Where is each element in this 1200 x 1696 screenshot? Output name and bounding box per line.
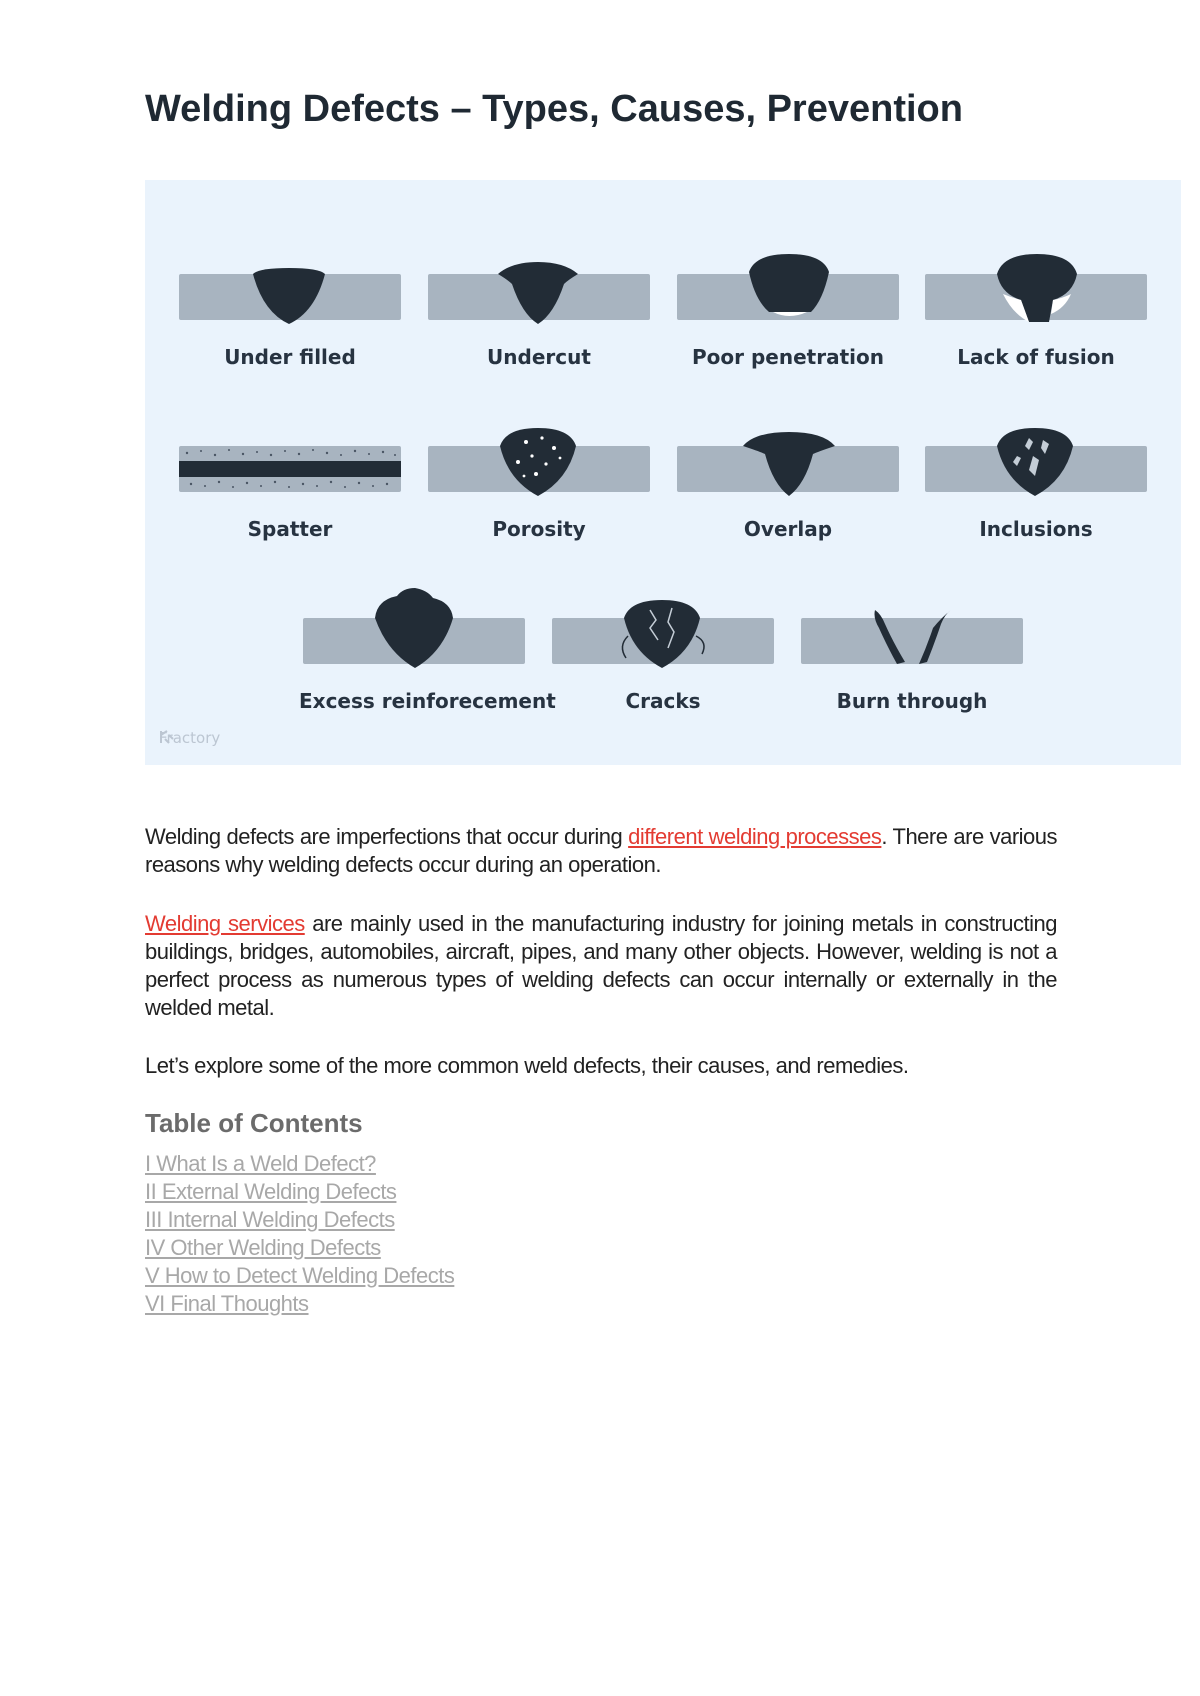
cracks-diagram [552, 600, 774, 668]
toc-link[interactable]: II External Welding Defects [145, 1179, 397, 1204]
different-welding-processes-link[interactable]: different welding processes [628, 824, 882, 849]
services-text: are mainly used in the manufacturing industry for joining metals in constructing buildings, bridges, automobiles, aircraft, pipes, and many other objects. However, welding is not a perfect process as numerous types of welding defects can occur internally or externally in the welded metal. [145, 911, 1057, 1020]
intro-text-end: . There are various reasons why welding defects occur during an operation. [145, 824, 1057, 877]
defect-caption: Overlap [743, 517, 833, 541]
table-of-contents [145, 1150, 454, 1318]
fractory-watermark [159, 729, 220, 747]
toc-item [145, 1206, 454, 1234]
defect-caption: Porosity [492, 517, 586, 541]
toc-item [145, 1178, 454, 1206]
burn-through-diagram [801, 610, 1023, 664]
defect-caption: Spatter [247, 517, 333, 541]
defect-caption: Under filled [224, 345, 356, 369]
welding-defects-illustration [145, 180, 1181, 765]
intro-text-start: Welding defects are imperfections that occur during [145, 824, 629, 849]
toc-heading: Table of Contents [145, 1108, 363, 1138]
overlap-diagram [677, 432, 899, 496]
defect-caption: Burn through [836, 689, 988, 713]
undercut-diagram [428, 262, 650, 324]
defect-caption: Undercut [487, 345, 591, 369]
toc-link[interactable]: III Internal Welding Defects [145, 1207, 395, 1232]
toc-link[interactable]: VI Final Thoughts [145, 1291, 309, 1316]
page-title: Welding Defects – Types, Causes, Prevention [145, 88, 963, 130]
toc-item [145, 1234, 454, 1262]
poor-penetration-diagram [677, 254, 899, 320]
toc-item [145, 1290, 454, 1318]
welding-defects-figure [145, 180, 1181, 765]
toc-link[interactable]: IV Other Welding Defects [145, 1235, 381, 1260]
defect-caption: Poor penetration [692, 345, 884, 369]
under-filled-diagram [179, 268, 401, 324]
services-paragraph [145, 910, 1057, 1022]
intro-paragraph [145, 823, 1057, 879]
explore-paragraph: Let’s explore some of the more common weld defects, their causes, and remedies. [145, 1053, 909, 1078]
defect-caption: Cracks [625, 689, 701, 713]
fractory-brand-text: Fractory [159, 729, 221, 747]
inclusions-diagram [925, 428, 1147, 496]
defect-caption: Lack of fusion [957, 345, 1115, 369]
toc-link[interactable]: I What Is a Weld Defect? [145, 1151, 376, 1176]
toc-link[interactable]: V How to Detect Welding Defects [145, 1263, 455, 1288]
spatter-diagram [179, 446, 401, 492]
defect-caption: Inclusions [979, 517, 1093, 541]
toc-item [145, 1150, 454, 1178]
porosity-diagram [428, 428, 650, 496]
excess-reinforcement-diagram [303, 588, 525, 668]
toc-item [145, 1262, 454, 1290]
defect-caption: Excess reinforecement [299, 689, 556, 713]
fractory-logo-icon [159, 729, 175, 745]
welding-services-link[interactable]: Welding services [145, 911, 305, 936]
lack-of-fusion-diagram [925, 254, 1147, 322]
